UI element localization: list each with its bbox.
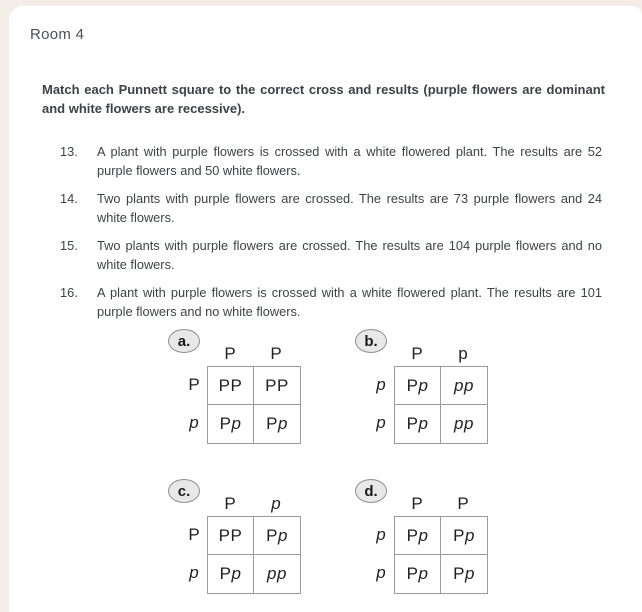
punnett-square-b	[355, 329, 507, 461]
column-headers	[394, 492, 488, 516]
allele-letter: p	[464, 525, 475, 545]
allele-letter: p	[277, 564, 287, 583]
question-item-16	[60, 284, 605, 321]
genotype-cell	[254, 555, 300, 593]
punnett-table	[181, 492, 301, 594]
worksheet-card	[9, 6, 642, 612]
allele-letter: p	[418, 564, 429, 583]
column-header: P	[270, 344, 282, 363]
allele-letter: p	[464, 375, 474, 395]
allele-letter: P	[406, 375, 419, 395]
allele-letter: P	[277, 375, 289, 395]
allele-letter: p	[454, 375, 464, 395]
row-header: p	[189, 413, 199, 432]
instructions-text: Match each Punnett square to the correct cross and results (purple flowers are dominant and white flowers are recessive).	[42, 82, 605, 116]
allele-letter: P	[406, 414, 419, 433]
punnett-table	[181, 342, 301, 444]
square-label-badge: c.	[168, 479, 200, 503]
allele-letter: p	[277, 525, 288, 545]
allele-letter: p	[464, 564, 475, 583]
question-number: 16.	[60, 285, 78, 300]
genotype-cell	[254, 517, 300, 555]
allele-letter: p	[231, 564, 242, 583]
allele-letter: P	[230, 375, 243, 395]
cell-grid	[394, 366, 488, 444]
square-label-badge: a.	[168, 329, 200, 353]
allele-letter: p	[418, 525, 429, 545]
genotype-cell	[441, 367, 487, 405]
square-label-badge: d.	[355, 479, 387, 503]
allele-letter: p	[277, 414, 288, 433]
column-headers	[394, 342, 488, 366]
genotype-cell	[208, 367, 254, 405]
genotype-cell	[254, 367, 300, 405]
allele-letter: P	[230, 525, 243, 545]
column-header: P	[411, 344, 423, 363]
genotype-cell	[441, 405, 487, 443]
row-headers	[368, 516, 394, 594]
page-title: Room 4	[30, 26, 85, 43]
allele-letter: p	[418, 375, 429, 395]
allele-letter: p	[231, 414, 242, 433]
genotype-cell	[254, 405, 300, 443]
column-header: p	[271, 494, 281, 513]
allele-letter: p	[418, 414, 429, 433]
square-label-badge: b.	[355, 329, 387, 353]
question-number: 14.	[60, 191, 78, 206]
row-header: p	[376, 375, 386, 394]
punnett-square-a	[168, 329, 320, 461]
genotype-cell	[395, 555, 441, 593]
column-headers	[207, 492, 301, 516]
column-header: p	[458, 344, 468, 363]
row-header: P	[188, 375, 200, 394]
question-text: A plant with purple flowers is crossed with a white flowered plant. The results are 52 purple flowers and 50 white flowers.	[97, 144, 602, 178]
column-header: P	[457, 494, 469, 513]
allele-letter: P	[266, 525, 278, 545]
question-item-15	[60, 237, 605, 274]
column-header: P	[224, 494, 236, 513]
genotype-cell	[395, 517, 441, 555]
row-header: p	[376, 563, 386, 582]
question-list	[60, 143, 605, 331]
punnett-square-d	[355, 479, 507, 611]
cell-grid	[207, 516, 301, 594]
allele-letter: P	[406, 525, 419, 545]
question-number: 13.	[60, 144, 78, 159]
allele-letter: P	[266, 414, 278, 433]
page-frame-left	[0, 0, 9, 612]
genotype-cell	[208, 555, 254, 593]
question-text: A plant with purple flowers is crossed with a white flowered plant. The results are 101 purple flowers and no white flowers.	[97, 285, 602, 319]
allele-letter: P	[218, 375, 231, 395]
row-headers	[368, 366, 394, 444]
punnett-table	[368, 342, 488, 444]
row-headers	[181, 516, 207, 594]
question-text: Two plants with purple flowers are crossed. The results are 73 purple flowers and 24 white flowers.	[97, 191, 602, 225]
genotype-cell	[441, 517, 487, 555]
allele-letter: P	[219, 564, 232, 583]
column-header: P	[411, 494, 423, 513]
row-header: P	[188, 525, 200, 544]
row-header: p	[376, 525, 386, 544]
allele-letter: p	[464, 414, 474, 433]
question-item-14	[60, 190, 605, 227]
cell-grid	[207, 366, 301, 444]
row-header: p	[376, 413, 386, 432]
row-headers	[181, 366, 207, 444]
column-header: P	[224, 344, 236, 363]
question-number: 15.	[60, 238, 78, 253]
allele-letter: P	[453, 564, 465, 583]
allele-letter: p	[454, 414, 464, 433]
allele-letter: P	[265, 375, 277, 395]
genotype-cell	[208, 405, 254, 443]
allele-letter: P	[218, 525, 231, 545]
column-headers	[207, 342, 301, 366]
genotype-cell	[441, 555, 487, 593]
allele-letter: P	[453, 525, 465, 545]
punnett-table	[368, 492, 488, 594]
allele-letter: p	[267, 564, 277, 583]
allele-letter: P	[406, 564, 419, 583]
genotype-cell	[395, 405, 441, 443]
genotype-cell	[208, 517, 254, 555]
punnett-square-c	[168, 479, 320, 611]
row-header: p	[189, 563, 199, 582]
cell-grid	[394, 516, 488, 594]
question-text: Two plants with purple flowers are crossed. The results are 104 purple flowers and no white flowers.	[97, 238, 602, 272]
genotype-cell	[395, 367, 441, 405]
question-item-13	[60, 143, 605, 180]
allele-letter: P	[219, 414, 232, 433]
